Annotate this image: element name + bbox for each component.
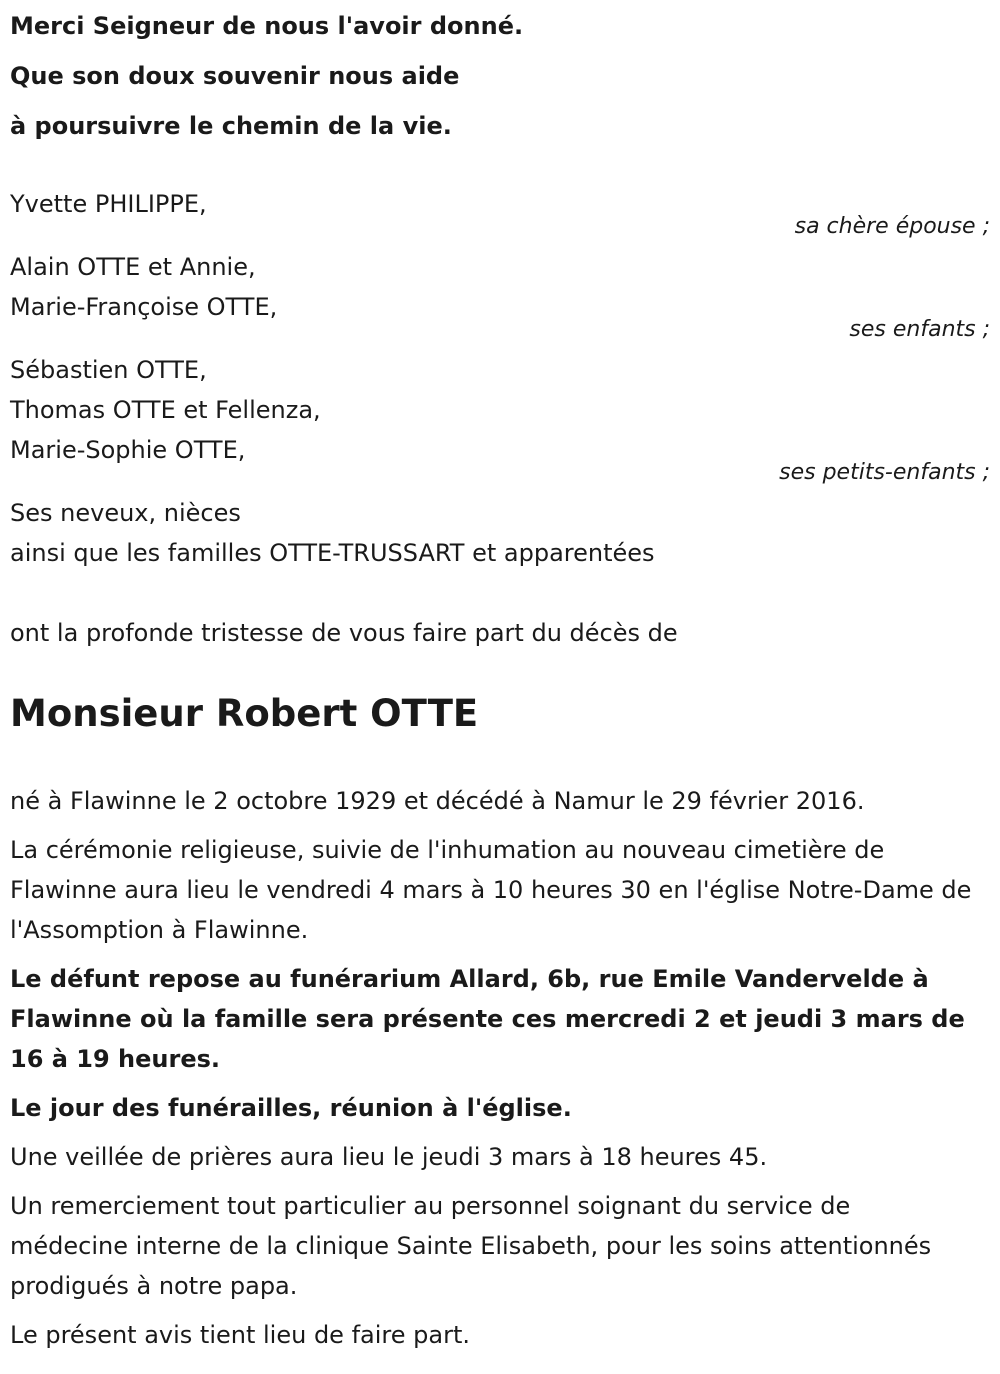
family-name: Alain OTTE et Annie, bbox=[10, 253, 256, 281]
family-name: Marie-Françoise OTTE, bbox=[10, 293, 278, 321]
deceased-name: Monsieur Robert OTTE bbox=[10, 692, 479, 735]
family-group-grandchildren bbox=[10, 350, 990, 488]
family-name: Thomas OTTE et Fellenza, bbox=[10, 396, 321, 424]
vigil-text: Une veillée de prières aura lieu le jeudi 3 mars à 18 heures 45. bbox=[10, 1143, 768, 1171]
funerarium-text: Le défunt repose au funérarium Allard, 6b, rue Emile Vandervelde à Flawinne où la famille sera présente ces mercredi 2 et jeudi 3 mars de 16 à 19 heures. bbox=[10, 965, 965, 1073]
family-group-children bbox=[10, 247, 990, 345]
family-name: Marie-Sophie OTTE, bbox=[10, 436, 246, 464]
thanks-text: Un remerciement tout particulier au personnel soignant du service de médecine interne de la clinique Sainte Elisabeth, pour les soins attentionnés prodigués à notre papa. bbox=[10, 1192, 932, 1300]
prayer-block bbox=[10, 6, 523, 146]
birth-death-text: né à Flawinne le 2 octobre 1929 et décédé à Namur le 29 février 2016. bbox=[10, 787, 865, 815]
prayer-line: Merci Seigneur de nous l'avoir donné. bbox=[10, 12, 524, 40]
family-group-spouse bbox=[10, 184, 990, 242]
ceremony-text: La cérémonie religieuse, suivie de l'inhumation au nouveau cimetière de Flawinne aura lieu le vendredi 4 mars à 10 heures 30 en l'église Notre-Dame de l'Assomption à Flawinne. bbox=[10, 836, 972, 944]
family-name: Yvette PHILIPPE, bbox=[10, 190, 207, 218]
family-group-others bbox=[10, 493, 655, 573]
prayer-line: Que son doux souvenir nous aide bbox=[10, 62, 460, 90]
relation-label: ses enfants ; bbox=[849, 317, 990, 342]
details-block bbox=[10, 781, 990, 1355]
family-name: Ses neveux, nièces bbox=[10, 499, 241, 527]
family-name: Sébastien OTTE, bbox=[10, 356, 207, 384]
closing-text: Le présent avis tient lieu de faire part. bbox=[10, 1321, 470, 1349]
prayer-line: à poursuivre le chemin de la vie. bbox=[10, 112, 452, 140]
family-name: ainsi que les familles OTTE-TRUSSART et apparentées bbox=[10, 539, 655, 567]
meeting-text: Le jour des funérailles, réunion à l'église. bbox=[10, 1094, 572, 1122]
relation-label: sa chère épouse ; bbox=[794, 214, 990, 239]
announcement-text: ont la profonde tristesse de vous faire part du décès de bbox=[10, 619, 678, 647]
relation-label: ses petits-enfants ; bbox=[779, 460, 990, 485]
